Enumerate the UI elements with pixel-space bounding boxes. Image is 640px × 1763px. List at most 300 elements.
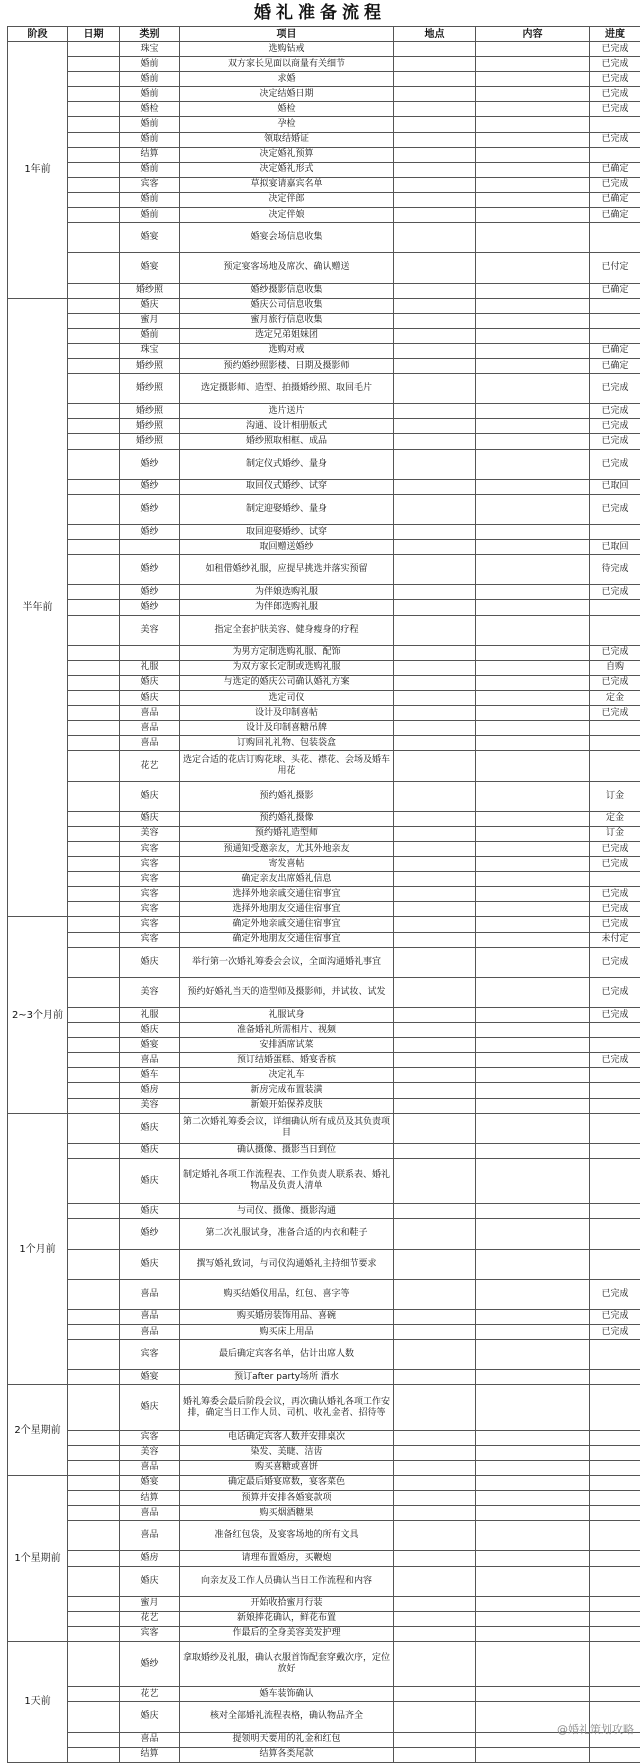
location-cell <box>394 283 476 298</box>
task-cell: 与司仪、摄像、摄影沟通 <box>180 1204 394 1219</box>
table-row <box>8 328 640 343</box>
category-cell: 喜品 <box>120 1324 180 1339</box>
task-cell: 决定伴郎 <box>180 192 394 207</box>
date-cell <box>68 1143 120 1158</box>
date-cell <box>68 540 120 555</box>
table-row <box>8 751 640 781</box>
status-cell: 待完成 <box>590 555 640 585</box>
status-cell <box>590 1385 640 1430</box>
table-row <box>8 1098 640 1113</box>
table-row <box>8 253 640 283</box>
table-row <box>8 1370 640 1385</box>
location-cell <box>394 887 476 902</box>
table-row <box>8 1460 640 1475</box>
table-row <box>8 1702 640 1732</box>
date-cell <box>68 1626 120 1641</box>
table-row <box>8 358 640 373</box>
stage-cell: 2个星期前 <box>8 1385 68 1476</box>
location-cell <box>394 1475 476 1490</box>
content-cell <box>476 1596 590 1611</box>
category-cell: 婚前 <box>120 328 180 343</box>
category-cell: 婚检 <box>120 102 180 117</box>
category-cell: 宾客 <box>120 1430 180 1445</box>
content-cell <box>476 1747 590 1762</box>
date-cell <box>68 102 120 117</box>
task-cell: 为男方定制选购礼服、配饰 <box>180 645 394 660</box>
date-cell <box>68 781 120 811</box>
task-cell: 选定合适的花店订购花球、头花、襟花、会场及婚车用花 <box>180 751 394 781</box>
date-cell <box>68 1460 120 1475</box>
status-cell <box>590 1219 640 1249</box>
date-cell <box>68 1430 120 1445</box>
table-row <box>8 841 640 856</box>
status-cell <box>590 1249 640 1279</box>
status-cell <box>590 1641 640 1686</box>
status-cell <box>590 1158 640 1203</box>
status-cell: 已确定 <box>590 343 640 358</box>
table-row <box>8 1491 640 1506</box>
stage-cell: 1个星期前 <box>8 1475 68 1641</box>
content-cell <box>476 192 590 207</box>
location-cell <box>394 1309 476 1324</box>
task-cell: 确定最后婚宴席数，宴客菜色 <box>180 1475 394 1490</box>
date-cell <box>68 87 120 102</box>
table-row <box>8 1521 640 1551</box>
location-cell <box>394 177 476 192</box>
location-cell <box>394 162 476 177</box>
watermark: @婚礼策划攻略 <box>557 1721 634 1737</box>
task-cell: 求婚 <box>180 72 394 87</box>
table-row <box>8 555 640 585</box>
category-cell: 婚房 <box>120 1551 180 1566</box>
status-cell: 已完成 <box>590 374 640 404</box>
table-row <box>8 419 640 434</box>
category-cell: 婚前 <box>120 87 180 102</box>
status-cell: 已完成 <box>590 706 640 721</box>
category-cell: 婚宴 <box>120 1038 180 1053</box>
content-cell <box>476 374 590 404</box>
location-cell <box>394 1143 476 1158</box>
table-row <box>8 1687 640 1702</box>
content-cell <box>476 1521 590 1551</box>
location-cell <box>394 706 476 721</box>
task-cell: 第二次礼服试身，准备合适的内衣和鞋子 <box>180 1219 394 1249</box>
date-cell <box>68 117 120 132</box>
date-cell <box>68 1566 120 1596</box>
status-cell <box>590 1143 640 1158</box>
status-cell <box>590 313 640 328</box>
location-cell <box>394 1385 476 1430</box>
col-task-header: 项目 <box>180 27 394 42</box>
category-cell: 宾客 <box>120 1626 180 1641</box>
content-cell <box>476 479 590 494</box>
date-cell <box>68 1008 120 1023</box>
category-cell: 喜品 <box>120 1309 180 1324</box>
location-cell <box>394 1747 476 1762</box>
category-cell: 婚庆 <box>120 1566 180 1596</box>
task-cell: 拿取婚纱及礼服，确认衣服首饰配套穿戴次序，定位放好 <box>180 1641 394 1686</box>
date-cell <box>68 57 120 72</box>
task-cell: 提领明天要用的礼金和红包 <box>180 1732 394 1747</box>
task-cell: 决定婚礼形式 <box>180 162 394 177</box>
content-cell <box>476 826 590 841</box>
task-cell: 准备红包袋，及宴客场地的所有文具 <box>180 1521 394 1551</box>
task-cell: 确定外地亲戚交通住宿事宜 <box>180 917 394 932</box>
date-cell <box>68 1219 120 1249</box>
status-cell: 订金 <box>590 826 640 841</box>
table-row <box>8 434 640 449</box>
date-cell <box>68 162 120 177</box>
date-cell <box>68 947 120 977</box>
status-cell: 已完成 <box>590 917 640 932</box>
content-cell <box>476 117 590 132</box>
task-cell: 决定伴娘 <box>180 208 394 223</box>
table-row <box>8 1626 640 1641</box>
content-cell <box>476 1204 590 1219</box>
table-row <box>8 449 640 479</box>
content-cell <box>476 147 590 162</box>
task-cell: 预约好婚礼当天的造型师及摄影师，并试妆、试发 <box>180 977 394 1007</box>
task-cell: 染发、美睫、洁齿 <box>180 1445 394 1460</box>
content-cell <box>476 42 590 57</box>
table-row <box>8 977 640 1007</box>
category-cell: 喜品 <box>120 1506 180 1521</box>
task-cell: 草拟宴请嘉宾名单 <box>180 177 394 192</box>
category-cell: 婚庆 <box>120 1143 180 1158</box>
status-cell: 已完成 <box>590 857 640 872</box>
content-cell <box>476 1038 590 1053</box>
task-cell: 确认摄像、摄影当日到位 <box>180 1143 394 1158</box>
location-cell <box>394 374 476 404</box>
task-cell: 预约婚礼造型师 <box>180 826 394 841</box>
header-row <box>8 27 640 42</box>
content-cell <box>476 72 590 87</box>
location-cell <box>394 555 476 585</box>
location-cell <box>394 57 476 72</box>
status-cell <box>590 1747 640 1762</box>
status-cell <box>590 1687 640 1702</box>
location-cell <box>394 1702 476 1732</box>
category-cell: 婚前 <box>120 72 180 87</box>
category-cell: 花艺 <box>120 751 180 781</box>
location-cell <box>394 328 476 343</box>
table-row <box>8 826 640 841</box>
location-cell <box>394 977 476 1007</box>
date-cell <box>68 1249 120 1279</box>
col-category-header: 类别 <box>120 27 180 42</box>
location-cell <box>394 1626 476 1641</box>
category-cell: 婚宴 <box>120 1370 180 1385</box>
status-cell <box>590 1098 640 1113</box>
location-cell <box>394 1566 476 1596</box>
location-cell <box>394 645 476 660</box>
date-cell <box>68 419 120 434</box>
date-cell <box>68 600 120 615</box>
date-cell <box>68 645 120 660</box>
location-cell <box>394 1551 476 1566</box>
content-cell <box>476 449 590 479</box>
date-cell <box>68 1732 120 1747</box>
content-cell <box>476 947 590 977</box>
stage-cell: 1个月前 <box>8 1113 68 1385</box>
table-row <box>8 192 640 207</box>
page-title: 婚礼准备流程 <box>0 0 640 26</box>
table-row <box>8 736 640 751</box>
task-cell: 婚检 <box>180 102 394 117</box>
category-cell: 婚纱照 <box>120 358 180 373</box>
content-cell <box>476 208 590 223</box>
category-cell: 婚庆 <box>120 947 180 977</box>
status-cell: 已完成 <box>590 132 640 147</box>
date-cell <box>68 977 120 1007</box>
content-cell <box>476 872 590 887</box>
location-cell <box>394 1068 476 1083</box>
table-row <box>8 102 640 117</box>
location-cell <box>394 1053 476 1068</box>
date-cell <box>68 1385 120 1430</box>
date-cell <box>68 857 120 872</box>
category-cell: 喜品 <box>120 1053 180 1068</box>
table-row <box>8 374 640 404</box>
task-cell: 寄发喜帖 <box>180 857 394 872</box>
task-cell: 购买喜糖或喜饼 <box>180 1460 394 1475</box>
content-cell <box>476 298 590 313</box>
content-cell <box>476 1279 590 1309</box>
task-cell: 决定礼车 <box>180 1068 394 1083</box>
date-cell <box>68 1370 120 1385</box>
status-cell <box>590 1460 640 1475</box>
table-row <box>8 781 640 811</box>
status-cell <box>590 615 640 645</box>
task-cell: 选购对戒 <box>180 343 394 358</box>
location-cell <box>394 872 476 887</box>
stage-cell: 1天前 <box>8 1641 68 1762</box>
date-cell <box>68 585 120 600</box>
table-row <box>8 675 640 690</box>
category-cell: 婚纱 <box>120 555 180 585</box>
content-cell <box>476 358 590 373</box>
date-cell <box>68 1521 120 1551</box>
status-cell: 已付定 <box>590 253 640 283</box>
table-row <box>8 1324 640 1339</box>
location-cell <box>394 42 476 57</box>
category-cell: 婚庆 <box>120 675 180 690</box>
task-cell: 选购钻戒 <box>180 42 394 57</box>
location-cell <box>394 1023 476 1038</box>
task-cell: 预约婚礼摄像 <box>180 811 394 826</box>
task-cell: 购买烟酒糖果 <box>180 1506 394 1521</box>
table-row <box>8 857 640 872</box>
table-row <box>8 177 640 192</box>
task-cell: 结算各类尾款 <box>180 1747 394 1762</box>
date-cell <box>68 358 120 373</box>
location-cell <box>394 826 476 841</box>
category-cell: 结算 <box>120 147 180 162</box>
content-cell <box>476 691 590 706</box>
stage-cell: 半年前 <box>8 298 68 917</box>
table-row <box>8 872 640 887</box>
task-cell: 购买婚房装饰用品、喜碗 <box>180 1309 394 1324</box>
task-cell: 选择外地朋友交通住宿事宜 <box>180 902 394 917</box>
date-cell <box>68 1687 120 1702</box>
content-cell <box>476 675 590 690</box>
status-cell <box>590 1596 640 1611</box>
table-row <box>8 343 640 358</box>
status-cell: 已完成 <box>590 102 640 117</box>
category-cell: 珠宝 <box>120 343 180 358</box>
status-cell: 自购 <box>590 660 640 675</box>
category-cell: 宾客 <box>120 872 180 887</box>
table-row <box>8 1747 640 1762</box>
wedding-plan-table <box>7 26 640 1763</box>
location-cell <box>394 1219 476 1249</box>
table-row <box>8 540 640 555</box>
date-cell <box>68 887 120 902</box>
task-cell: 设计及印制喜糖吊牌 <box>180 721 394 736</box>
date-cell <box>68 343 120 358</box>
category-cell: 美容 <box>120 615 180 645</box>
status-cell <box>590 1491 640 1506</box>
location-cell <box>394 600 476 615</box>
category-cell: 婚纱照 <box>120 283 180 298</box>
category-cell: 婚宴 <box>120 223 180 253</box>
table-row <box>8 917 640 932</box>
date-cell <box>68 1068 120 1083</box>
category-cell: 婚庆 <box>120 811 180 826</box>
status-cell <box>590 600 640 615</box>
status-cell <box>590 872 640 887</box>
location-cell <box>394 1491 476 1506</box>
location-cell <box>394 1521 476 1551</box>
date-cell <box>68 932 120 947</box>
table-row <box>8 208 640 223</box>
table-row <box>8 1113 640 1143</box>
content-cell <box>476 1551 590 1566</box>
category-cell: 喜品 <box>120 706 180 721</box>
content-cell <box>476 132 590 147</box>
content-cell <box>476 253 590 283</box>
table-row <box>8 223 640 253</box>
location-cell <box>394 298 476 313</box>
content-cell <box>476 1611 590 1626</box>
content-cell <box>476 1430 590 1445</box>
content-cell <box>476 585 590 600</box>
status-cell: 已取回 <box>590 540 640 555</box>
task-cell: 预算并安排各婚宴款项 <box>180 1491 394 1506</box>
table-row <box>8 1249 640 1279</box>
status-cell <box>590 1566 640 1596</box>
date-cell <box>68 298 120 313</box>
category-cell: 婚前 <box>120 208 180 223</box>
content-cell <box>476 781 590 811</box>
task-cell: 制定仪式婚纱、量身 <box>180 449 394 479</box>
status-cell <box>590 298 640 313</box>
content-cell <box>476 1083 590 1098</box>
location-cell <box>394 117 476 132</box>
task-cell: 预通知受邀亲友，尤其外地亲友 <box>180 841 394 856</box>
category-cell: 婚纱 <box>120 479 180 494</box>
date-cell <box>68 72 120 87</box>
table-row <box>8 947 640 977</box>
content-cell <box>476 1491 590 1506</box>
location-cell <box>394 1204 476 1219</box>
content-cell <box>476 87 590 102</box>
task-cell: 预约婚礼摄影 <box>180 781 394 811</box>
task-cell: 预定宴客场地及席次、确认赠送 <box>180 253 394 283</box>
category-cell: 婚纱 <box>120 600 180 615</box>
location-cell <box>394 585 476 600</box>
date-cell <box>68 660 120 675</box>
location-cell <box>394 1596 476 1611</box>
date-cell <box>68 1158 120 1203</box>
category-cell: 宾客 <box>120 1340 180 1370</box>
category-cell: 婚庆 <box>120 1158 180 1203</box>
table-row <box>8 147 640 162</box>
status-cell <box>590 328 640 343</box>
location-cell <box>394 208 476 223</box>
date-cell <box>68 42 120 57</box>
content-cell <box>476 1626 590 1641</box>
task-cell: 购买床上用品 <box>180 1324 394 1339</box>
category-cell: 美容 <box>120 1098 180 1113</box>
category-cell: 婚纱 <box>120 494 180 524</box>
status-cell: 定金 <box>590 811 640 826</box>
task-cell: 婚纱摄影信息收集 <box>180 283 394 298</box>
status-cell: 已完成 <box>590 1324 640 1339</box>
date-cell <box>68 1475 120 1490</box>
status-cell: 已完成 <box>590 1053 640 1068</box>
task-cell: 为双方家长定制或选购礼服 <box>180 660 394 675</box>
location-cell <box>394 343 476 358</box>
content-cell <box>476 736 590 751</box>
location-cell <box>394 691 476 706</box>
date-cell <box>68 494 120 524</box>
col-stage-header: 阶段 <box>8 27 68 42</box>
task-cell: 取回迎娶婚纱、试穿 <box>180 525 394 540</box>
table-row <box>8 87 640 102</box>
table-row <box>8 600 640 615</box>
date-cell <box>68 1309 120 1324</box>
category-cell: 婚庆 <box>120 1385 180 1430</box>
date-cell <box>68 675 120 690</box>
content-cell <box>476 1249 590 1279</box>
date-cell <box>68 1324 120 1339</box>
task-cell: 领取结婚证 <box>180 132 394 147</box>
location-cell <box>394 675 476 690</box>
task-cell: 选定摄影师、造型、拍摄婚纱照、取回毛片 <box>180 374 394 404</box>
table-row <box>8 1279 640 1309</box>
task-cell: 举行第一次婚礼筹委会会议，全面沟通婚礼事宜 <box>180 947 394 977</box>
task-cell: 电话确定宾客人数并安排桌次 <box>180 1430 394 1445</box>
category-cell: 喜品 <box>120 1279 180 1309</box>
date-cell <box>68 449 120 479</box>
content-cell <box>476 494 590 524</box>
task-cell: 蜜月旅行信息收集 <box>180 313 394 328</box>
task-cell: 向亲友及工作人员确认当日工作流程和内容 <box>180 1566 394 1596</box>
content-cell <box>476 313 590 328</box>
category-cell: 美容 <box>120 1445 180 1460</box>
date-cell <box>68 283 120 298</box>
status-cell: 已完成 <box>590 57 640 72</box>
table-row <box>8 1204 640 1219</box>
status-cell: 已完成 <box>590 419 640 434</box>
table-row <box>8 1566 640 1596</box>
category-cell: 婚纱照 <box>120 374 180 404</box>
status-cell <box>590 1445 640 1460</box>
content-cell <box>476 223 590 253</box>
content-cell <box>476 1475 590 1490</box>
status-cell <box>590 1023 640 1038</box>
